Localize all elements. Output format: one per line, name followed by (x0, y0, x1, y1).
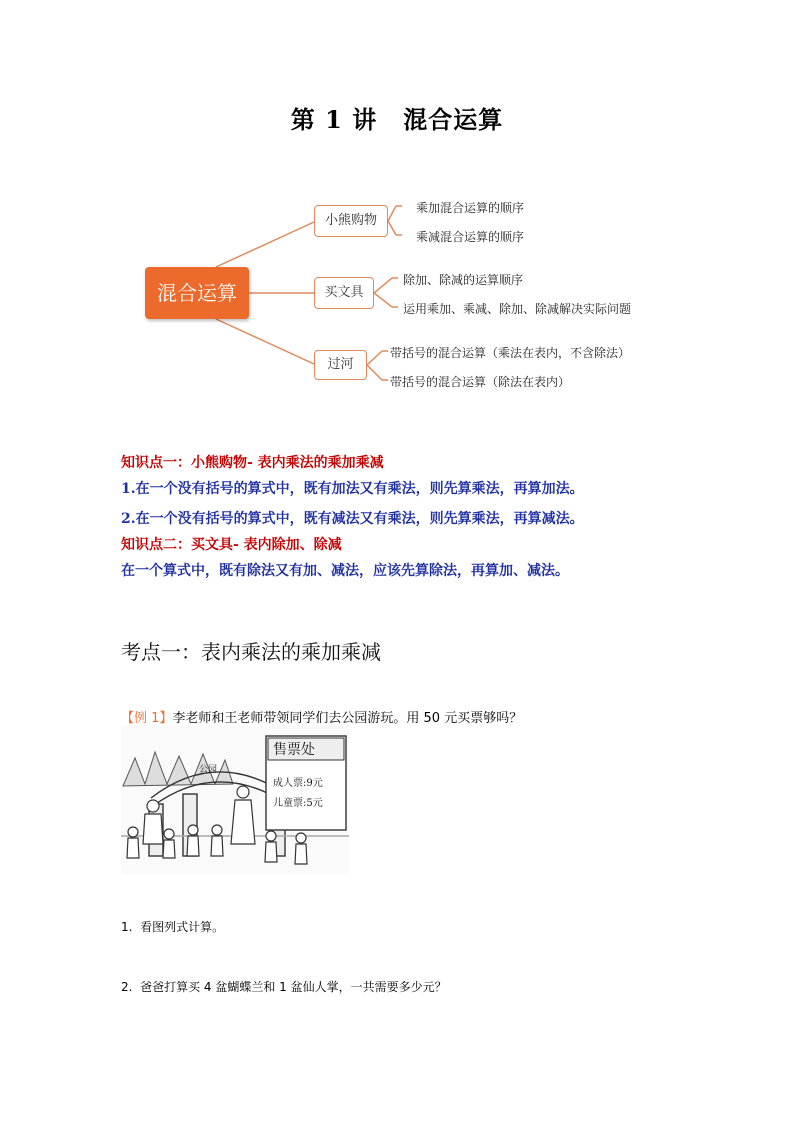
leaf-solve-problems: 运用乘加、乘减、除加、除减解决实际问题 (403, 302, 632, 316)
example-text: 李老师和王老师带领同学们去公园游玩。用 50 元买票够吗？ (172, 711, 523, 726)
question-2-text: 爸爸打算买 4 盆蝴蝶兰和 1 盆仙人掌，一共需要多少元？ (140, 980, 447, 994)
gate-sign: 公园 (199, 765, 218, 775)
adult-ticket-price: 成人票:9元 (273, 778, 323, 789)
mindmap (0, 0, 794, 420)
example-tag: 【例 1】 (121, 711, 173, 726)
question-2 (121, 978, 447, 995)
connector-branch3-leaves (367, 351, 388, 380)
leaf-mult-add-order: 乘加混合运算的顺序 (416, 201, 525, 215)
knowledge-point-2-title: 知识点二：买文具- 表内除加、除减 (121, 537, 342, 553)
question-2-number: 2. (121, 980, 133, 994)
branch-buy-stationery: 买文具 (314, 277, 374, 309)
leaf-div-add-sub-order: 除加、除减的运算顺序 (403, 273, 524, 287)
connector-branch1-leaves (388, 206, 402, 235)
question-1-text: 看图列式计算。 (140, 920, 225, 934)
mindmap-root: 混合运算 (145, 267, 249, 319)
leaf-bracket-div: 带括号的混合运算（除法在表内） (390, 375, 571, 389)
branch-xiaoxiong-shopping: 小熊购物 (314, 205, 388, 237)
knowledge-point-1-line-1: 1.在一个没有括号的算式中，既有加法又有乘法，则先算乘法，再算加法。 (121, 481, 584, 497)
connector-root-branch1 (216, 222, 314, 267)
connector-root-branch3 (216, 319, 314, 364)
booth-sign: 售票处 (273, 742, 315, 758)
lesson-number: 第 1 讲 (290, 105, 378, 134)
knowledge-point-1-line-2: 2.在一个没有括号的算式中，既有减法又有乘法，则先算乘法，再算减法。 (121, 511, 584, 527)
question-1-number: 1. (121, 920, 133, 934)
park-ticket-illustration (121, 726, 349, 874)
branch-cross-river: 过河 (314, 350, 367, 380)
lesson-topic: 混合运算 (403, 105, 504, 134)
connector-branch2-leaves (374, 278, 398, 307)
leaf-bracket-mult: 带括号的混合运算（乘法在表内，不含除法） (390, 346, 631, 360)
knowledge-point-2-line-1: 在一个算式中，既有除法又有加、减法，应该先算除法，再算加、减法。 (121, 563, 569, 579)
child-ticket-price: 儿童票:5元 (273, 798, 323, 809)
knowledge-point-1-title: 知识点一：小熊购物- 表内乘法的乘加乘减 (121, 455, 384, 471)
exam-point-heading: 考点一：表内乘法的乘加乘减 (121, 640, 381, 664)
question-1 (121, 918, 224, 935)
leaf-mult-sub-order: 乘减混合运算的顺序 (416, 230, 525, 244)
example-1 (121, 707, 522, 726)
